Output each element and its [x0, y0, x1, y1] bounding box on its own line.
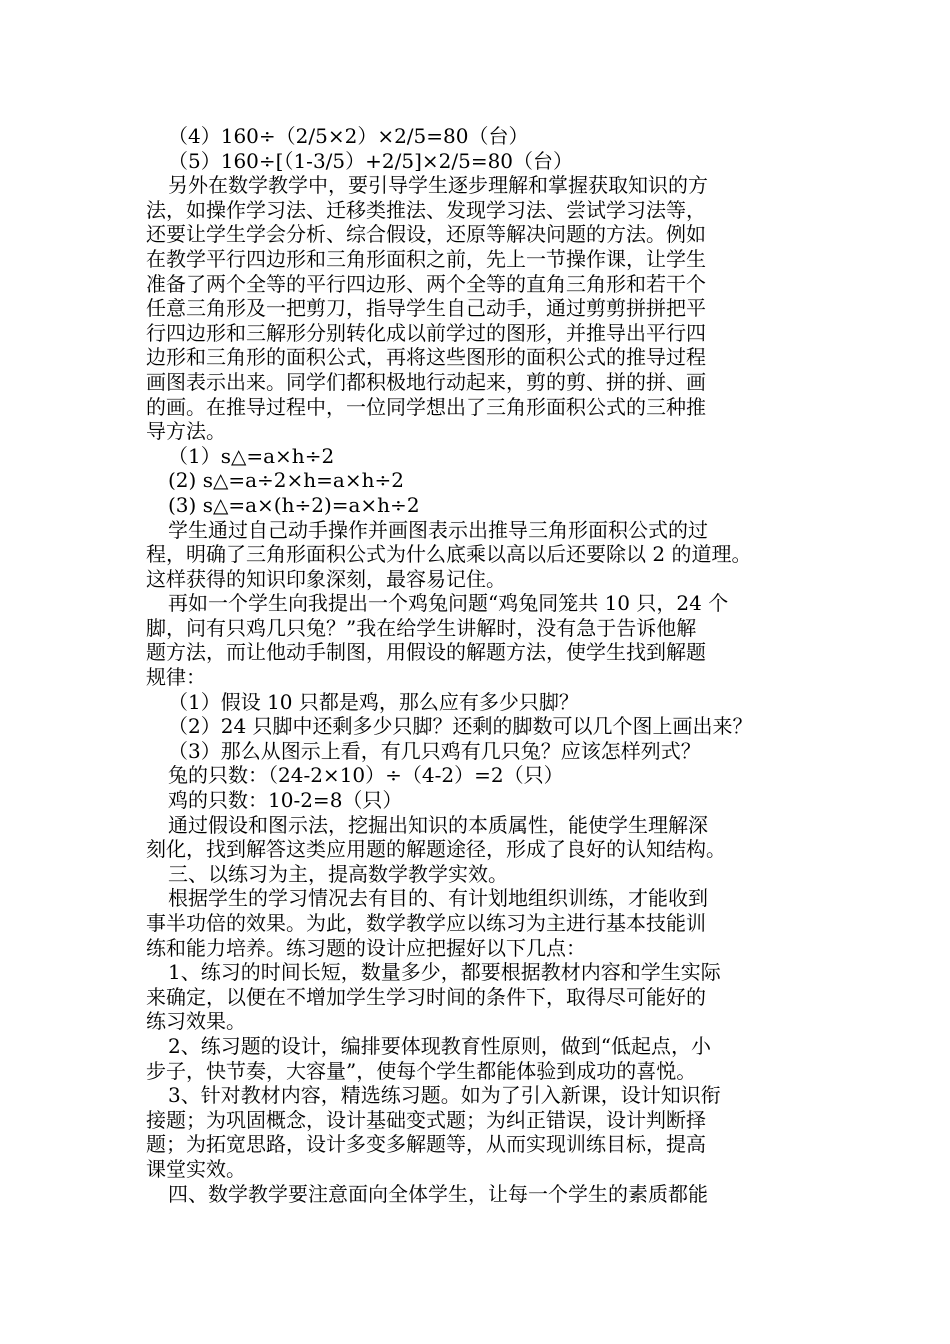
text-line: 边形和三角形的面积公式，再将这些图形的面积公式的推导过程	[146, 345, 706, 370]
text-line: 行四边形和三解形分别转化成以前学过的图形，并推导出平行四	[146, 320, 706, 345]
text-line: 2、练习题的设计，编排要体现教育性原则，做到“低起点，小	[168, 1033, 711, 1058]
text-line: 题；为拓宽思路，设计多变多解题等，从而实现训练目标，提高	[146, 1132, 706, 1157]
text-line: 题方法，而让他动手制图，用假设的解题方法，使学生找到解题	[146, 640, 706, 665]
text-line: （2）24 只脚中还剩多少只脚？还剩的脚数可以几个图上画出来？	[168, 714, 753, 739]
text-line: 课堂实效。	[146, 1156, 246, 1181]
text-line: （4）160÷（2/5×2）×2/5=80（台）	[168, 124, 529, 148]
text-line: （1）s△=a×h÷2	[168, 443, 335, 468]
body-text	[146, 124, 806, 1206]
text-line: 三、以练习为主，提高数学教学实效。	[168, 861, 508, 886]
text-line: 通过假设和图示法，挖掘出知识的本质属性，能使学生理解深	[168, 812, 708, 837]
text-line: 程，明确了三角形面积公式为什么底乘以高以后还要除以 2 的道理。	[146, 542, 752, 567]
text-line: 根据学生的学习情况去有目的、有计划地组织训练，才能收到	[168, 886, 708, 911]
text-line: 在教学平行四边形和三角形面积之前，先上一节操作课，让学生	[146, 246, 706, 271]
text-line: 导方法。	[146, 419, 226, 444]
text-line: 另外在数学教学中，要引导学生逐步理解和掌握获取知识的方	[168, 173, 708, 198]
text-line: 四、数学教学要注意面向全体学生，让每一个学生的素质都能	[168, 1181, 708, 1206]
text-line: 1、练习的时间长短，数量多少，都要根据教材内容和学生实际	[168, 960, 721, 985]
text-line: （3）那么从图示上看，有几只鸡有几只兔？应该怎样列式？	[168, 738, 701, 763]
text-line: (2) s△=a÷2×h=a×h÷2	[168, 468, 404, 493]
text-line: 学生通过自己动手操作并画图表示出推导三角形面积公式的过	[168, 517, 708, 542]
text-line: 3、针对教材内容，精选练习题。如为了引入新课，设计知识衔	[168, 1083, 721, 1108]
text-line: 规律：	[146, 665, 206, 690]
text-line: (3) s△=a×(h÷2)=a×h÷2	[168, 492, 420, 517]
text-line: 步子，快节奏，大容量”，使每个学生都能体验到成功的喜悦。	[146, 1058, 697, 1083]
text-line: 的画。在推导过程中，一位同学想出了三角形面积公式的三种推	[146, 394, 706, 419]
text-line: 还要让学生学会分析、综合假设，还原等解决问题的方法。例如	[146, 222, 706, 247]
text-line: 任意三角形及一把剪刀，指导学生自己动手，通过剪剪拼拼把平	[146, 296, 706, 321]
text-line: 兔的只数：（24-2×10）÷（4-2）=2（只）	[168, 763, 564, 788]
text-line: 鸡的只数：10-2=8（只）	[168, 788, 403, 813]
text-line: 来确定，以便在不增加学生学习时间的条件下，取得尽可能好的	[146, 984, 706, 1009]
text-line: 事半功倍的效果。为此，数学教学应以练习为主进行基本技能训	[146, 911, 706, 935]
text-line: 画图表示出来。同学们都积极地行动起来，剪的剪、拼的拼、画	[146, 369, 706, 394]
text-line: 脚，问有只鸡几只兔？”我在给学生讲解时，没有急于告诉他解	[146, 615, 697, 640]
text-line: 法，如操作学习法、迁移类推法、发现学习法、尝试学习法等，	[146, 197, 706, 222]
text-line: 准备了两个全等的平行四边形、两个全等的直角三角形和若干个	[146, 271, 706, 296]
text-line: 练习效果。	[146, 1009, 246, 1034]
text-line: 接题；为巩固概念，设计基础变式题；为纠正错误，设计判断择	[146, 1107, 706, 1132]
text-line: 刻化，找到解答这类应用题的解题途径，形成了良好的认知结构。	[146, 837, 726, 862]
text-line: 练和能力培养。练习题的设计应把握好以下几点：	[146, 935, 586, 960]
text-line: （1）假设 10 只都是鸡，那么应有多少只脚？	[168, 689, 579, 714]
text-line: （5）160÷[（1-3/5）+2/5]×2/5=80（台）	[168, 148, 574, 173]
text-line: 这样获得的知识印象深刻，最容易记住。	[146, 566, 506, 591]
text-line: 再如一个学生向我提出一个鸡兔问题“鸡兔同笼共 10 只，24 个	[168, 591, 729, 616]
